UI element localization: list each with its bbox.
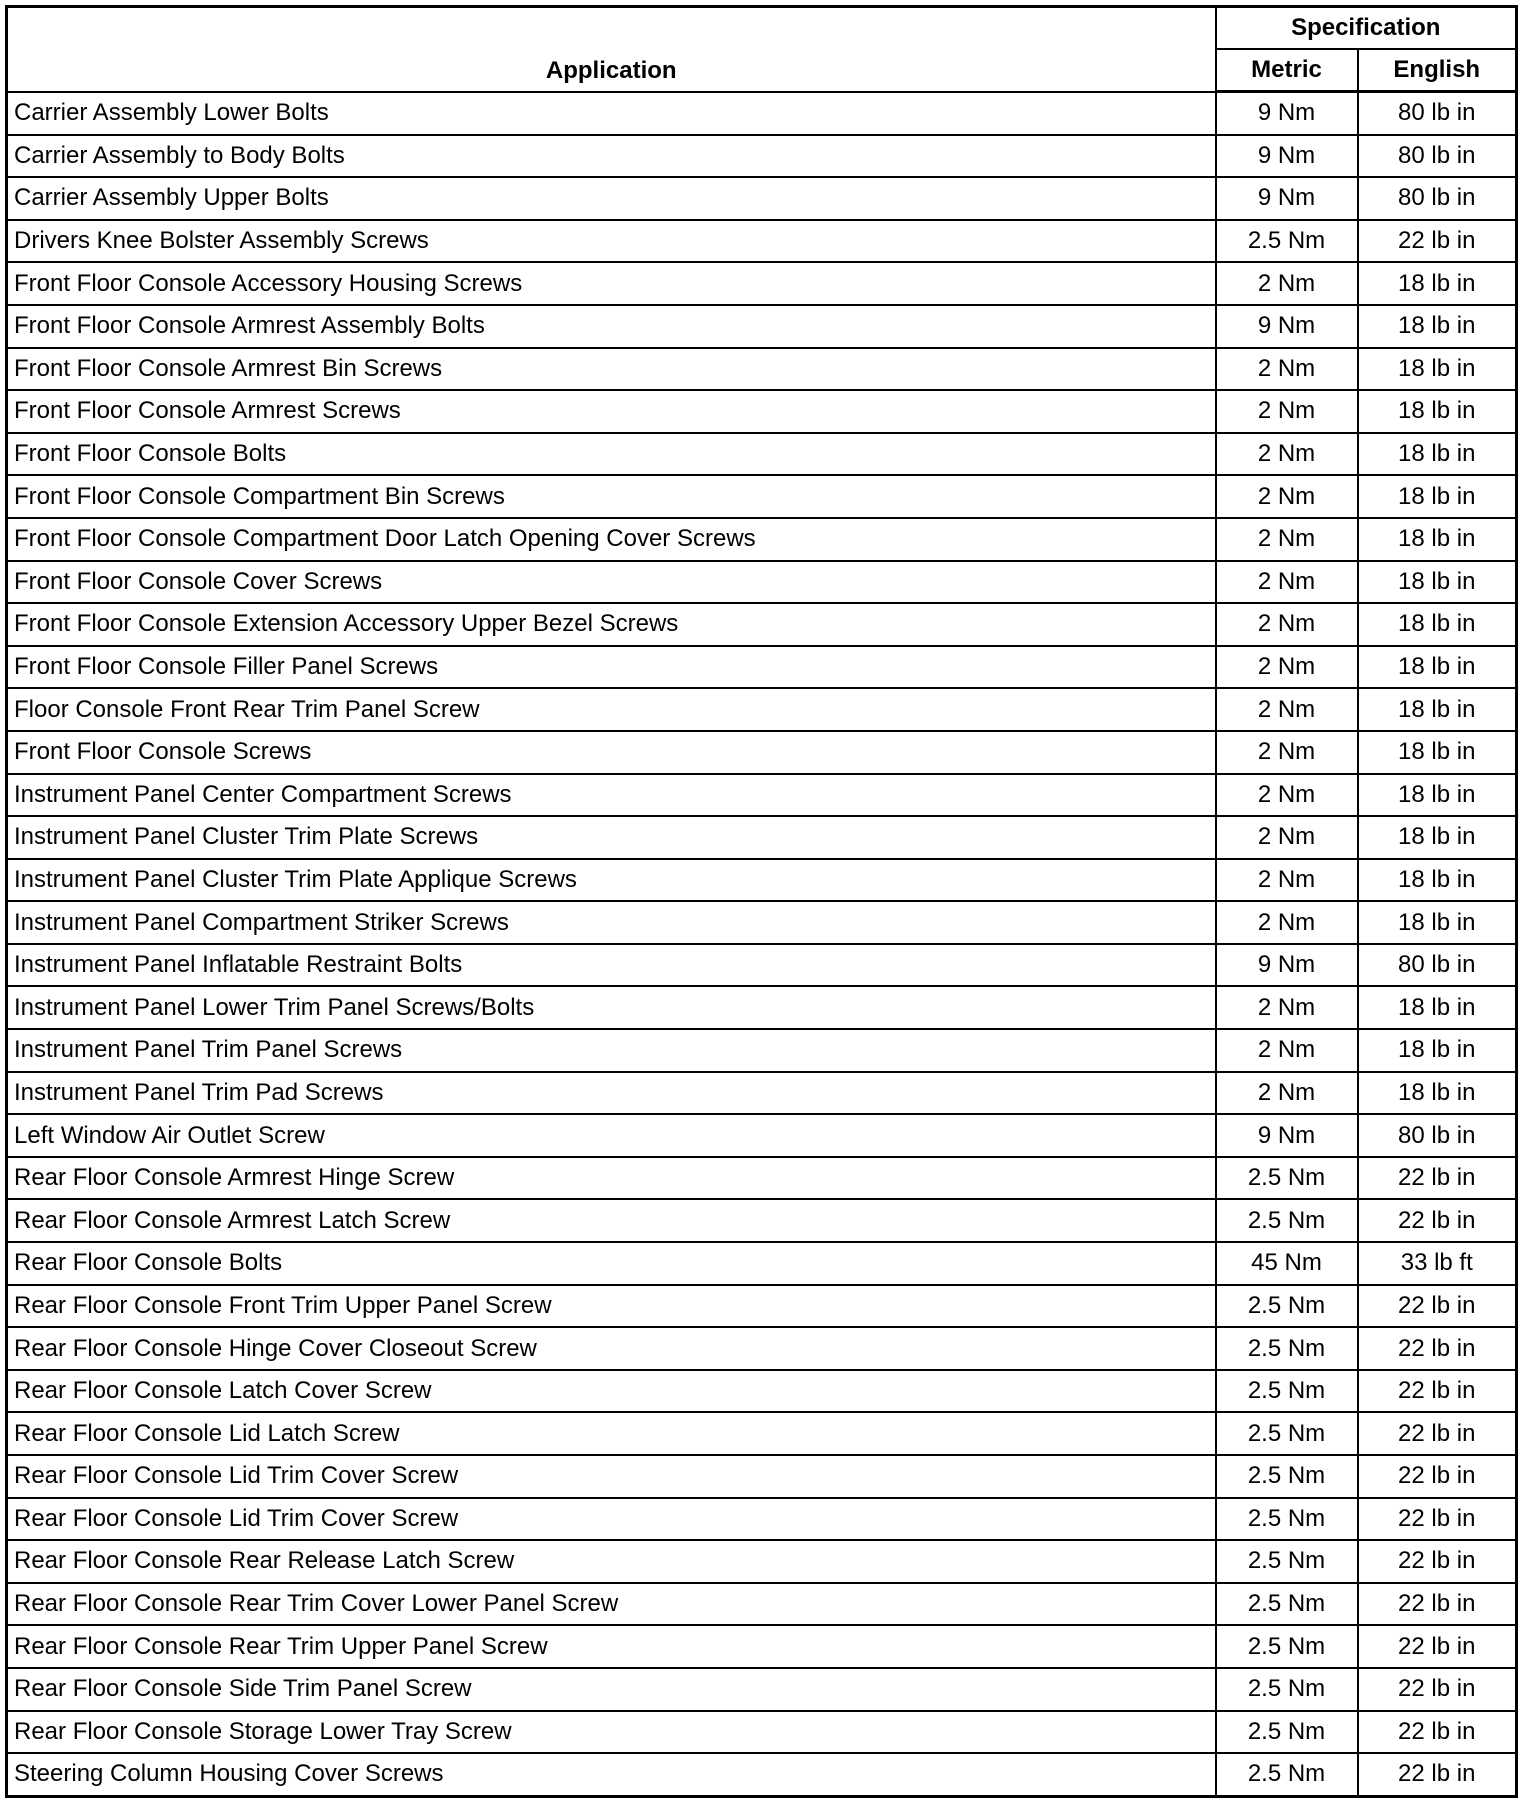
application-cell: Front Floor Console Armrest Bin Screws bbox=[7, 348, 1216, 391]
application-cell: Front Floor Console Armrest Assembly Bolts bbox=[7, 305, 1216, 348]
english-cell: 22 lb in bbox=[1358, 1753, 1517, 1796]
application-cell: Rear Floor Console Armrest Hinge Screw bbox=[7, 1157, 1216, 1200]
english-cell: 22 lb in bbox=[1358, 1412, 1517, 1455]
metric-column-header: Metric bbox=[1216, 49, 1358, 92]
application-cell: Instrument Panel Trim Pad Screws bbox=[7, 1072, 1216, 1115]
table-row bbox=[7, 348, 1517, 391]
table-row bbox=[7, 603, 1517, 646]
metric-cell: 2 Nm bbox=[1216, 561, 1358, 604]
english-cell: 22 lb in bbox=[1358, 1327, 1517, 1370]
application-cell: Steering Column Housing Cover Screws bbox=[7, 1753, 1216, 1796]
table-row bbox=[7, 92, 1517, 135]
english-cell: 22 lb in bbox=[1358, 1711, 1517, 1754]
english-cell: 18 lb in bbox=[1358, 433, 1517, 476]
metric-cell: 2 Nm bbox=[1216, 1072, 1358, 1115]
table-row bbox=[7, 390, 1517, 433]
metric-cell: 2 Nm bbox=[1216, 731, 1358, 774]
header-row-top bbox=[7, 7, 1517, 50]
application-cell: Rear Floor Console Lid Latch Screw bbox=[7, 1412, 1216, 1455]
application-cell: Rear Floor Console Bolts bbox=[7, 1242, 1216, 1285]
table-row bbox=[7, 1711, 1517, 1754]
table-row bbox=[7, 1625, 1517, 1668]
application-cell: Front Floor Console Armrest Screws bbox=[7, 390, 1216, 433]
application-cell: Carrier Assembly to Body Bolts bbox=[7, 135, 1216, 178]
table-row bbox=[7, 1498, 1517, 1541]
application-cell: Rear Floor Console Rear Trim Upper Panel Screw bbox=[7, 1625, 1216, 1668]
metric-cell: 2.5 Nm bbox=[1216, 1285, 1358, 1328]
metric-cell: 9 Nm bbox=[1216, 177, 1358, 220]
english-cell: 18 lb in bbox=[1358, 646, 1517, 689]
metric-cell: 2 Nm bbox=[1216, 774, 1358, 817]
table-row bbox=[7, 305, 1517, 348]
english-cell: 22 lb in bbox=[1358, 220, 1517, 263]
table-row bbox=[7, 1540, 1517, 1583]
table-row bbox=[7, 262, 1517, 305]
english-cell: 18 lb in bbox=[1358, 305, 1517, 348]
english-cell: 18 lb in bbox=[1358, 1072, 1517, 1115]
application-cell: Front Floor Console Filler Panel Screws bbox=[7, 646, 1216, 689]
metric-cell: 2.5 Nm bbox=[1216, 1370, 1358, 1413]
torque-spec-table bbox=[5, 5, 1518, 1798]
application-cell: Drivers Knee Bolster Assembly Screws bbox=[7, 220, 1216, 263]
metric-cell: 2.5 Nm bbox=[1216, 1583, 1358, 1626]
table-row bbox=[7, 1199, 1517, 1242]
table-row bbox=[7, 177, 1517, 220]
application-cell: Instrument Panel Compartment Striker Screws bbox=[7, 901, 1216, 944]
metric-cell: 2 Nm bbox=[1216, 603, 1358, 646]
application-cell: Rear Floor Console Latch Cover Screw bbox=[7, 1370, 1216, 1413]
english-cell: 18 lb in bbox=[1358, 518, 1517, 561]
application-cell: Instrument Panel Cluster Trim Plate Applique Screws bbox=[7, 859, 1216, 902]
table-row bbox=[7, 1583, 1517, 1626]
table-row bbox=[7, 774, 1517, 817]
application-cell: Rear Floor Console Lid Trim Cover Screw bbox=[7, 1455, 1216, 1498]
metric-cell: 2 Nm bbox=[1216, 986, 1358, 1029]
table-row bbox=[7, 646, 1517, 689]
metric-cell: 2.5 Nm bbox=[1216, 1455, 1358, 1498]
table-row bbox=[7, 1668, 1517, 1711]
table-row bbox=[7, 1370, 1517, 1413]
english-cell: 18 lb in bbox=[1358, 901, 1517, 944]
table-row bbox=[7, 1029, 1517, 1072]
metric-cell: 2 Nm bbox=[1216, 518, 1358, 561]
metric-cell: 2.5 Nm bbox=[1216, 1753, 1358, 1796]
application-cell: Rear Floor Console Rear Trim Cover Lower Panel Screw bbox=[7, 1583, 1216, 1626]
table-row bbox=[7, 1327, 1517, 1370]
metric-cell: 2 Nm bbox=[1216, 688, 1358, 731]
application-cell: Rear Floor Console Rear Release Latch Screw bbox=[7, 1540, 1216, 1583]
application-cell: Front Floor Console Accessory Housing Screws bbox=[7, 262, 1216, 305]
metric-cell: 2.5 Nm bbox=[1216, 1498, 1358, 1541]
application-cell: Carrier Assembly Lower Bolts bbox=[7, 92, 1216, 135]
table-row bbox=[7, 433, 1517, 476]
application-cell: Front Floor Console Extension Accessory Upper Bezel Screws bbox=[7, 603, 1216, 646]
english-cell: 80 lb in bbox=[1358, 944, 1517, 987]
metric-cell: 2.5 Nm bbox=[1216, 220, 1358, 263]
application-cell: Instrument Panel Cluster Trim Plate Screws bbox=[7, 816, 1216, 859]
metric-cell: 2.5 Nm bbox=[1216, 1199, 1358, 1242]
table-row bbox=[7, 135, 1517, 178]
english-cell: 22 lb in bbox=[1358, 1498, 1517, 1541]
english-cell: 18 lb in bbox=[1358, 986, 1517, 1029]
application-column-header: Application bbox=[7, 7, 1216, 92]
metric-cell: 2 Nm bbox=[1216, 390, 1358, 433]
table-row bbox=[7, 475, 1517, 518]
application-cell: Front Floor Console Screws bbox=[7, 731, 1216, 774]
english-cell: 18 lb in bbox=[1358, 475, 1517, 518]
english-cell: 18 lb in bbox=[1358, 816, 1517, 859]
application-cell: Instrument Panel Center Compartment Screws bbox=[7, 774, 1216, 817]
metric-cell: 2.5 Nm bbox=[1216, 1668, 1358, 1711]
application-cell: Instrument Panel Trim Panel Screws bbox=[7, 1029, 1216, 1072]
table-header bbox=[7, 7, 1517, 92]
metric-cell: 45 Nm bbox=[1216, 1242, 1358, 1285]
english-column-header: English bbox=[1358, 49, 1517, 92]
metric-cell: 2 Nm bbox=[1216, 433, 1358, 476]
english-cell: 18 lb in bbox=[1358, 262, 1517, 305]
english-cell: 18 lb in bbox=[1358, 603, 1517, 646]
english-cell: 80 lb in bbox=[1358, 135, 1517, 178]
metric-cell: 9 Nm bbox=[1216, 1114, 1358, 1157]
english-cell: 22 lb in bbox=[1358, 1370, 1517, 1413]
table-row bbox=[7, 1285, 1517, 1328]
table-row bbox=[7, 1072, 1517, 1115]
table-row bbox=[7, 688, 1517, 731]
english-cell: 22 lb in bbox=[1358, 1285, 1517, 1328]
metric-cell: 2 Nm bbox=[1216, 646, 1358, 689]
table-row bbox=[7, 1455, 1517, 1498]
application-cell: Rear Floor Console Lid Trim Cover Screw bbox=[7, 1498, 1216, 1541]
english-cell: 22 lb in bbox=[1358, 1625, 1517, 1668]
application-cell: Rear Floor Console Front Trim Upper Panel Screw bbox=[7, 1285, 1216, 1328]
metric-cell: 2.5 Nm bbox=[1216, 1625, 1358, 1668]
table-row bbox=[7, 944, 1517, 987]
metric-cell: 2.5 Nm bbox=[1216, 1157, 1358, 1200]
metric-cell: 2 Nm bbox=[1216, 475, 1358, 518]
english-cell: 80 lb in bbox=[1358, 1114, 1517, 1157]
application-cell: Rear Floor Console Armrest Latch Screw bbox=[7, 1199, 1216, 1242]
metric-cell: 2 Nm bbox=[1216, 262, 1358, 305]
application-cell: Carrier Assembly Upper Bolts bbox=[7, 177, 1216, 220]
table-row bbox=[7, 220, 1517, 263]
metric-cell: 2.5 Nm bbox=[1216, 1327, 1358, 1370]
application-cell: Instrument Panel Inflatable Restraint Bolts bbox=[7, 944, 1216, 987]
english-cell: 18 lb in bbox=[1358, 561, 1517, 604]
table-row bbox=[7, 731, 1517, 774]
table-row bbox=[7, 1753, 1517, 1796]
table-body bbox=[7, 92, 1517, 1797]
application-cell: Front Floor Console Compartment Door Latch Opening Cover Screws bbox=[7, 518, 1216, 561]
table-row bbox=[7, 1412, 1517, 1455]
table-row bbox=[7, 561, 1517, 604]
english-cell: 18 lb in bbox=[1358, 1029, 1517, 1072]
application-cell: Rear Floor Console Side Trim Panel Screw bbox=[7, 1668, 1216, 1711]
metric-cell: 2.5 Nm bbox=[1216, 1412, 1358, 1455]
english-cell: 18 lb in bbox=[1358, 390, 1517, 433]
english-cell: 18 lb in bbox=[1358, 774, 1517, 817]
english-cell: 80 lb in bbox=[1358, 177, 1517, 220]
english-cell: 18 lb in bbox=[1358, 859, 1517, 902]
metric-cell: 2 Nm bbox=[1216, 1029, 1358, 1072]
english-cell: 18 lb in bbox=[1358, 731, 1517, 774]
table-row bbox=[7, 1157, 1517, 1200]
application-cell: Instrument Panel Lower Trim Panel Screws/Bolts bbox=[7, 986, 1216, 1029]
metric-cell: 2 Nm bbox=[1216, 901, 1358, 944]
metric-cell: 9 Nm bbox=[1216, 944, 1358, 987]
metric-cell: 2 Nm bbox=[1216, 816, 1358, 859]
metric-cell: 2.5 Nm bbox=[1216, 1711, 1358, 1754]
metric-cell: 2 Nm bbox=[1216, 859, 1358, 902]
table-row bbox=[7, 1114, 1517, 1157]
english-cell: 22 lb in bbox=[1358, 1199, 1517, 1242]
metric-cell: 9 Nm bbox=[1216, 305, 1358, 348]
english-cell: 22 lb in bbox=[1358, 1455, 1517, 1498]
english-cell: 18 lb in bbox=[1358, 688, 1517, 731]
english-cell: 33 lb ft bbox=[1358, 1242, 1517, 1285]
table-row bbox=[7, 1242, 1517, 1285]
english-cell: 22 lb in bbox=[1358, 1668, 1517, 1711]
english-cell: 22 lb in bbox=[1358, 1583, 1517, 1626]
metric-cell: 9 Nm bbox=[1216, 92, 1358, 135]
metric-cell: 9 Nm bbox=[1216, 135, 1358, 178]
metric-cell: 2 Nm bbox=[1216, 348, 1358, 391]
application-cell: Front Floor Console Cover Screws bbox=[7, 561, 1216, 604]
specification-group-header: Specification bbox=[1216, 7, 1517, 50]
application-cell: Front Floor Console Bolts bbox=[7, 433, 1216, 476]
application-cell: Rear Floor Console Hinge Cover Closeout Screw bbox=[7, 1327, 1216, 1370]
table-row bbox=[7, 986, 1517, 1029]
table-row bbox=[7, 901, 1517, 944]
english-cell: 80 lb in bbox=[1358, 92, 1517, 135]
table-row bbox=[7, 859, 1517, 902]
english-cell: 18 lb in bbox=[1358, 348, 1517, 391]
metric-cell: 2.5 Nm bbox=[1216, 1540, 1358, 1583]
application-cell: Front Floor Console Compartment Bin Screws bbox=[7, 475, 1216, 518]
application-cell: Floor Console Front Rear Trim Panel Screw bbox=[7, 688, 1216, 731]
english-cell: 22 lb in bbox=[1358, 1540, 1517, 1583]
english-cell: 22 lb in bbox=[1358, 1157, 1517, 1200]
table-row bbox=[7, 518, 1517, 561]
table-row bbox=[7, 816, 1517, 859]
application-cell: Rear Floor Console Storage Lower Tray Screw bbox=[7, 1711, 1216, 1754]
application-cell: Left Window Air Outlet Screw bbox=[7, 1114, 1216, 1157]
